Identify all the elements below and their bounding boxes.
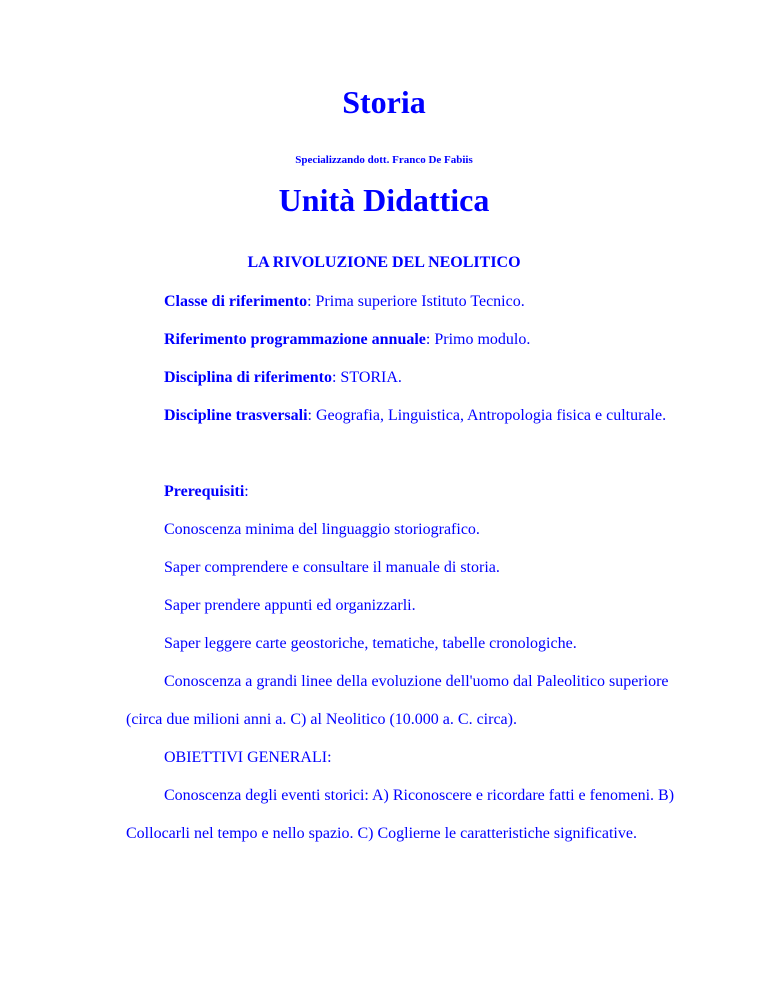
prerequisite-item: Saper comprendere e consultare il manuale di storia. — [164, 559, 500, 576]
prerequisite-item: Saper leggere carte geostoriche, tematiche, tabelle cronologiche. — [164, 635, 577, 652]
objectives-text: Conoscenza degli eventi storici: A) Riconoscere e ricordare fatti e fenomeni. B) Collocarli nel tempo e nello spazio. C) Coglierne le caratteristiche significative. — [126, 787, 675, 842]
field-classe — [126, 283, 686, 321]
field-programmazione — [126, 321, 686, 359]
field-value: : Prima superiore Istituto Tecnico. — [307, 293, 525, 310]
field-label: Disciplina di riferimento — [164, 369, 332, 386]
field-value: : Primo modulo. — [425, 331, 531, 348]
field-label: Riferimento programmazione annuale — [164, 331, 426, 348]
author-line: Specializzando dott. Franco De Fabiis — [295, 154, 473, 166]
field-label: Classe di riferimento — [164, 293, 308, 310]
field-label: Discipline trasversali — [164, 407, 308, 424]
field-value: : — [244, 483, 249, 500]
prerequisite-item: Conoscenza a grandi linee della evoluzione dell'uomo dal Paleolitico superiore (circa due milioni anni a. C) al Neolitico (10.000 a. C. circa). — [126, 673, 669, 728]
field-label: Prerequisiti — [164, 483, 245, 500]
objectives-heading: OBIETTIVI GENERALI: — [164, 749, 332, 766]
section-title: LA RIVOLUZIONE DEL NEOLITICO — [247, 254, 521, 271]
field-value: : STORIA. — [331, 369, 402, 386]
prerequisite-item: Saper prendere appunti ed organizzarli. — [164, 597, 416, 614]
field-disciplina — [126, 359, 686, 397]
field-trasversali — [126, 397, 686, 435]
field-prerequisiti — [126, 473, 686, 511]
document-subtitle: Unità Didattica — [278, 182, 490, 218]
prerequisite-item: Conoscenza minima del linguaggio storiografico. — [164, 521, 480, 538]
document-title: Storia — [342, 84, 426, 120]
field-value: : Geografia, Linguistica, Antropologia fisica e culturale. — [307, 407, 667, 424]
